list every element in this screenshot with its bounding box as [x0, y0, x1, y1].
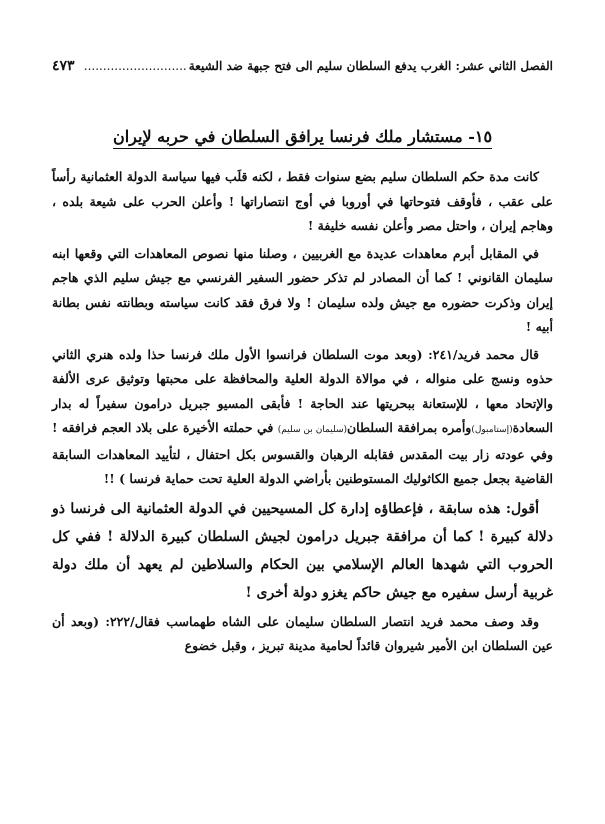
- running-header: [52, 58, 553, 78]
- quote-text-part-a: قال محمد فريد/٢٤١: (وبعد موت السلطان فرانسوا الأول ملك فرنسا حذا ولده هنري الثاني حذوه ونسج على منواله ، في موالاة الدولة العلية والمحافظة على محبتها وتوثيق عرى الألفة والإتحاد معها ، للإستعانة ببحريتها عند الحاجة ! فأبقى المسيو جبريل درامون سفيراً له بدار السعادة: [52, 346, 553, 435]
- section-heading-text: ١٥- مستشار ملك فرنسا يرافق السلطان في حربه لإيران: [113, 127, 492, 149]
- paragraph-4-commentary: أقول: هذه سابقة ، فإعطاؤه إدارة كل المسيحيين في الدولة العثمانية الى فرنسا ذو دلالة كبيرة ! كما أن مرافقة جبريل درامون لجيش السلطان كبيرة الدلالة ! ففي كل الحروب التي شهدها العالم الإسلامي بين الحكام والسلاطين لم يعهد أن ملك دولة غربية أرسل سفيره مع جيش حاكم يغزو دولة أخرى !: [52, 500, 553, 601]
- paragraph-1: كانت مدة حكم السلطان سليم بضع سنوات فقط ، لكنه قلَب فيها سياسة الدولة العثمانية رأساً على عقب ، فأوقف فتوحاتها في أوروبا في أوج انتصاراتها ! وأعلن الحرب على شيعة بلده ، وهاجم إيران ، واحتل مصر وأعلن نفسه خليفة !: [52, 169, 553, 233]
- inline-note-istanbul: (إستامبول): [471, 425, 513, 435]
- paragraph-2: في المقابل أبرم معاهدات عديدة مع الغربيين ، وصلنا منها نصوص المعاهدات التي وقعها ابنه سليمان القانوني ! كما أن المصادر لم تذكر حضور السفير الفرنسي مع جيش سليم الذي هاجم إيران وذكرت حضوره مع جيش ولده سليمان ! ولا فرق فقد كانت سياسته وبطانته نفس بطانة أبيه !: [52, 245, 553, 334]
- inline-note-suleiman: (سليمان بن سليم): [277, 425, 347, 435]
- paragraph-5: وقد وصف محمد فريد انتصار السلطان سليمان على الشاه طهماسب فقال/٢٢٢: (وبعد أن عين السلطان ابن الأمير شيروان قائداً لحامية مدينة تبريز ، وقبل خضوع: [52, 613, 553, 653]
- section-heading: [40, 127, 565, 146]
- quote-text-part-c: في حملته الأخيرة على بلاد العجم فرافقه ! وفي عودته زار بيت المقدس فقابله الرهبان والقسوس بكل احتفال ، لتأييد المعاهدات السابقة القاضية بجعل جميع الكاثوليك المستوطنين بأراضي الدولة العلية تحت حماية فرنسا ) !!: [52, 420, 553, 486]
- leader-dots: ...........................: [83, 59, 187, 73]
- chapter-title: الفصل الثاني عشر: الغرب يدفع السلطان سليم الى فتح جبهة ضد الشيعة: [188, 59, 553, 73]
- body-text: [52, 165, 553, 662]
- page-number: ٤٧٣: [52, 58, 75, 74]
- paragraph-3-quote: [52, 343, 553, 492]
- quote-text-part-b: وأمره بمرافقة السلطان: [347, 420, 472, 435]
